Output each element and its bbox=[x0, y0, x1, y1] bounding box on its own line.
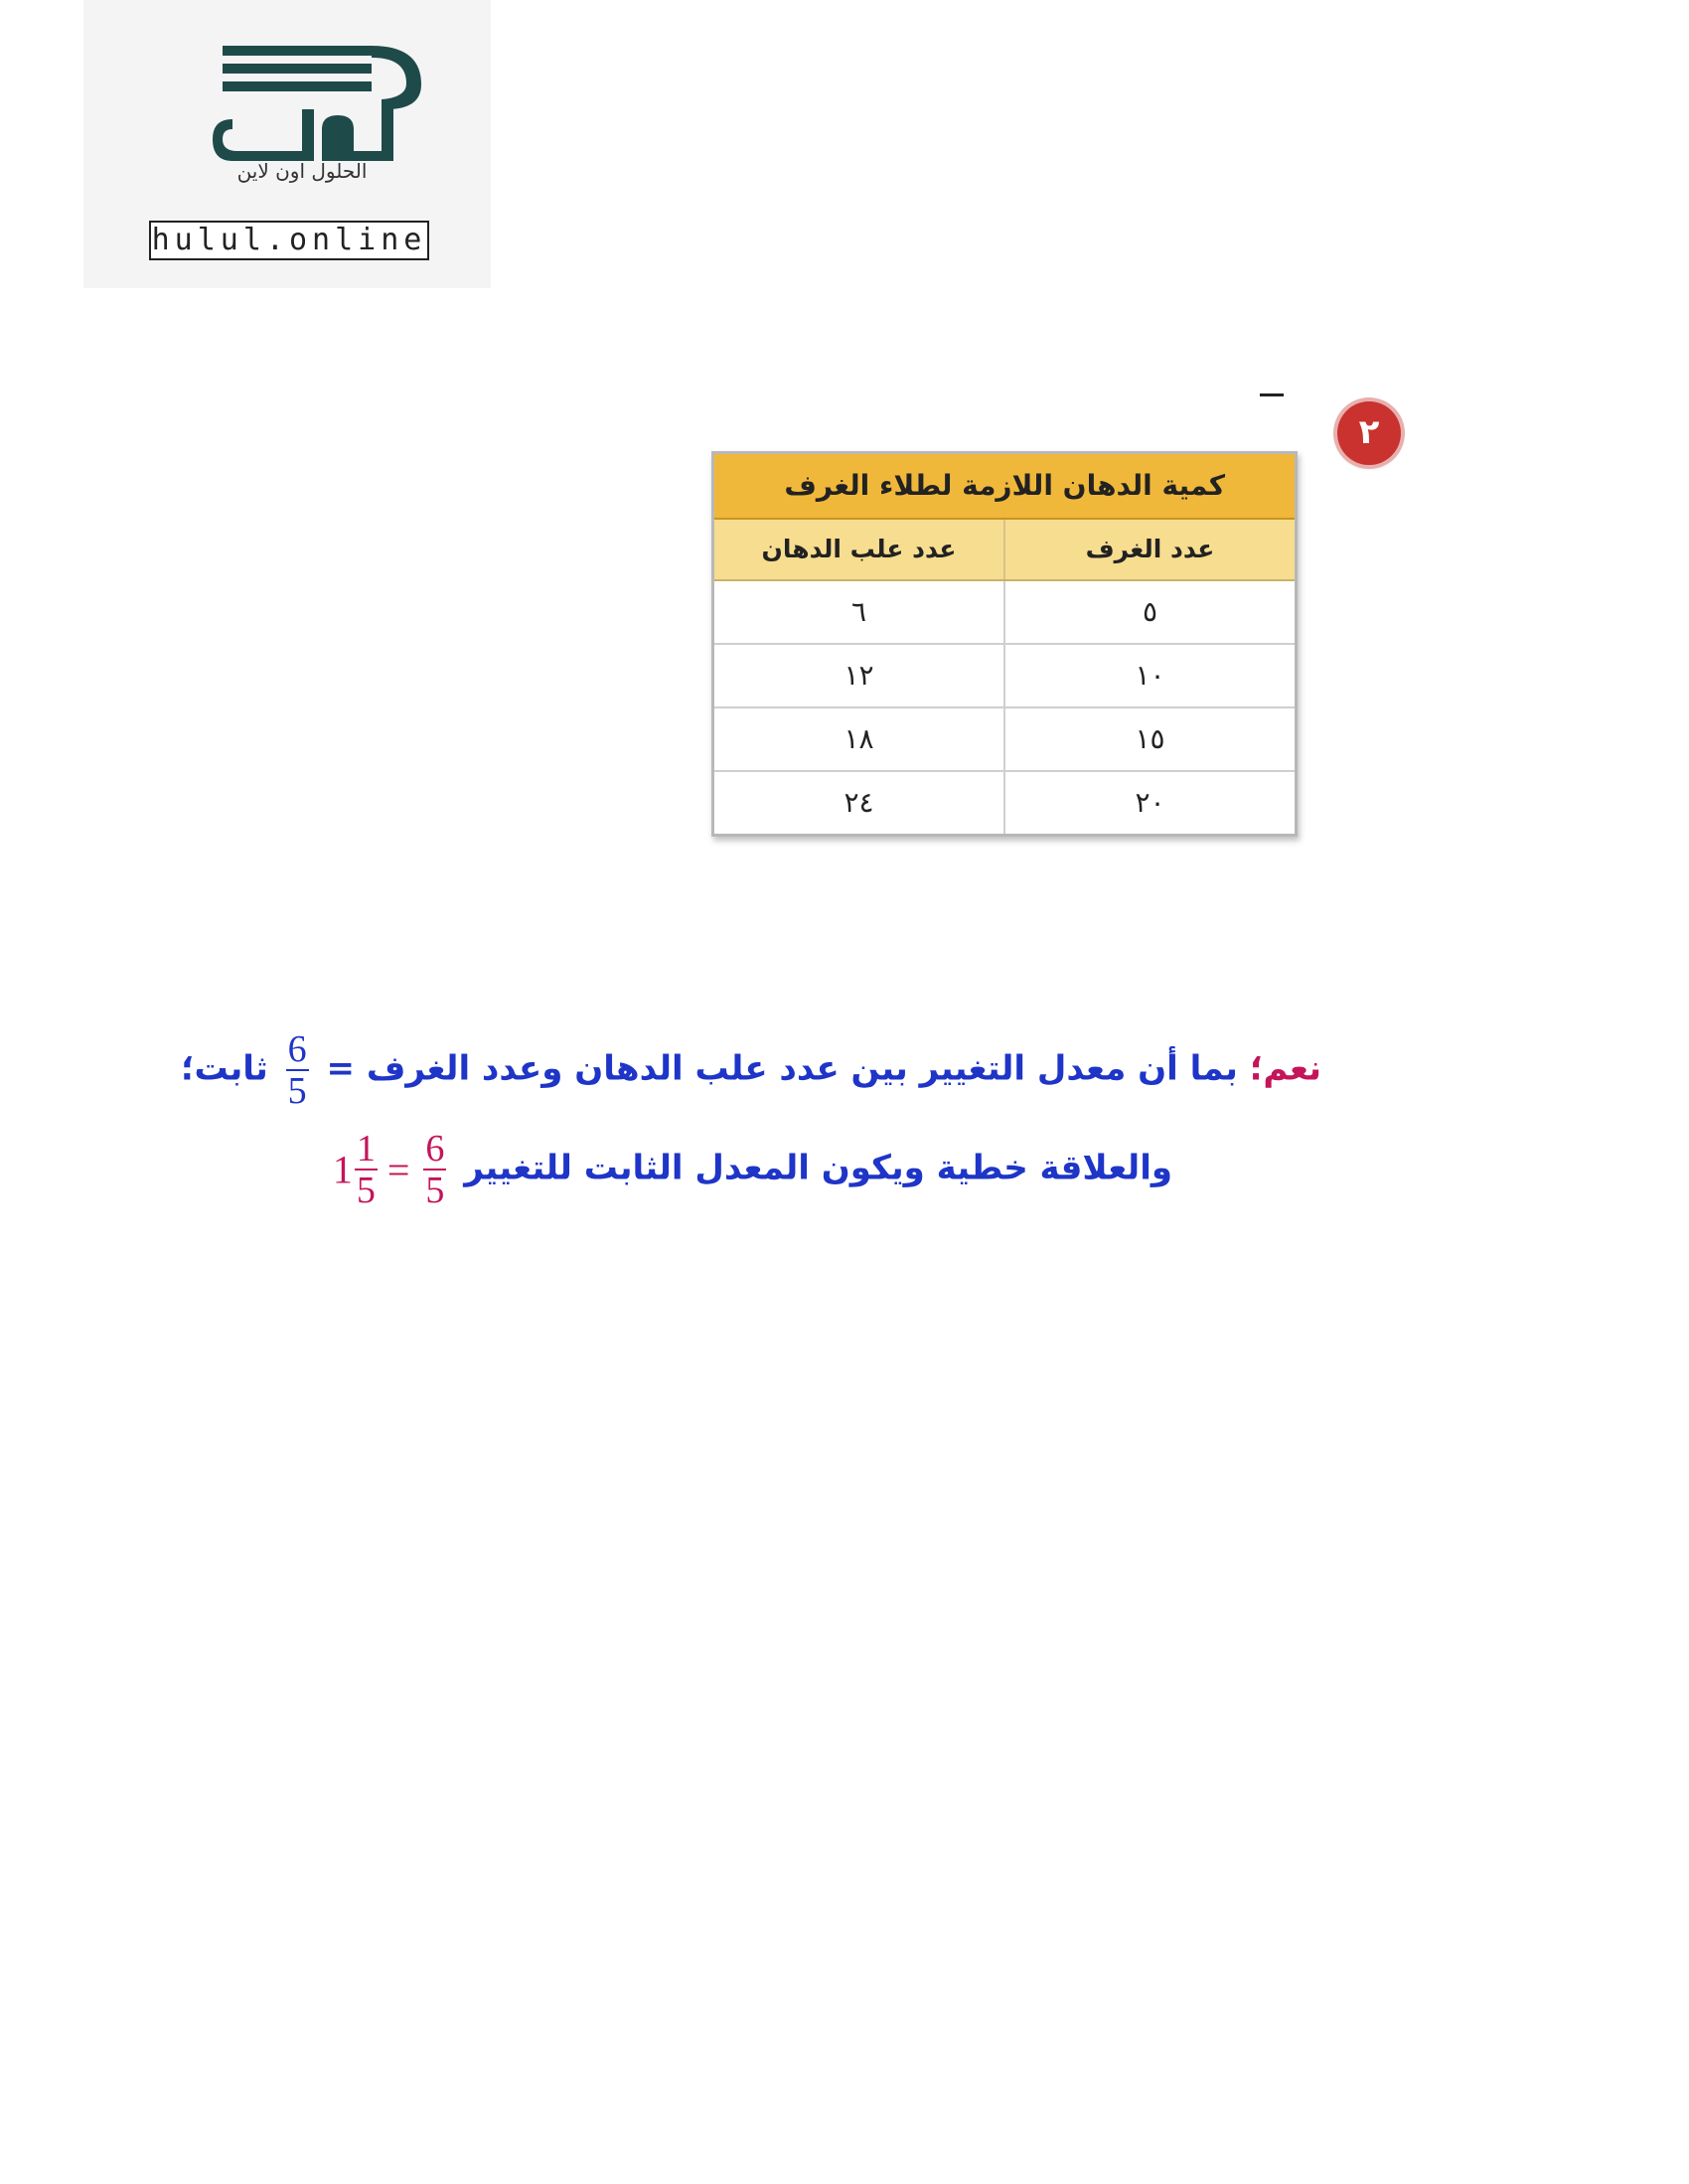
question-number-badge: ٢ bbox=[1337, 401, 1401, 465]
cell-cans: ٢٤ bbox=[844, 786, 874, 819]
dash-mark bbox=[1260, 393, 1284, 396]
table-row bbox=[714, 772, 1295, 834]
answer-line2-text: والعلاقة خطية ويكون المعدل الثابت للتغيير bbox=[464, 1148, 1172, 1188]
table-row bbox=[714, 581, 1295, 645]
cell-cans: ١٢ bbox=[844, 659, 874, 692]
table-row bbox=[714, 645, 1295, 708]
fraction-six-fifths bbox=[286, 1029, 309, 1111]
fraction-denominator: 5 bbox=[287, 1070, 307, 1112]
mixed-numerator: 1 bbox=[356, 1128, 376, 1170]
logo-url: hulul.online bbox=[149, 221, 429, 260]
logo-tagline: الحلول اون لاين bbox=[236, 159, 368, 183]
mixed-denominator: 5 bbox=[356, 1170, 376, 1211]
rate-numerator: 6 bbox=[425, 1128, 445, 1170]
rate-denominator: 5 bbox=[425, 1170, 445, 1211]
table-header-row bbox=[714, 520, 1295, 581]
answer-line1-text: بما أن معدل التغيير بين عدد علب الدهان وعدد الغرف = bbox=[326, 1048, 1238, 1089]
table-row bbox=[714, 708, 1295, 772]
equals-sign: = bbox=[386, 1147, 410, 1192]
cell-rooms: ١٥ bbox=[1003, 708, 1295, 770]
fraction-numerator: 6 bbox=[287, 1028, 307, 1070]
answer-line-2 bbox=[333, 1129, 1172, 1210]
table-title: كمية الدهان اللازمة لطلاء الغرف bbox=[714, 454, 1295, 520]
mixed-fraction bbox=[355, 1129, 378, 1210]
answer-line-1 bbox=[181, 1029, 1321, 1111]
header-paint-cans: عدد علب الدهان bbox=[761, 535, 957, 563]
rate-fraction bbox=[423, 1129, 446, 1210]
brand-logo bbox=[83, 0, 491, 288]
cell-cans: ٦ bbox=[850, 595, 867, 628]
cell-cans: ١٨ bbox=[844, 722, 874, 755]
answer-line1-end: ثابت؛ bbox=[180, 1048, 268, 1089]
paint-table bbox=[711, 451, 1298, 837]
cell-rooms: ١٠ bbox=[1003, 645, 1295, 706]
hulul-logo-icon bbox=[183, 40, 421, 169]
header-rooms: عدد الغرف bbox=[1003, 520, 1295, 579]
cell-rooms: ٢٠ bbox=[1003, 772, 1295, 834]
rate-expression bbox=[333, 1129, 453, 1210]
answer-yes: نعم؛ bbox=[1249, 1048, 1321, 1089]
cell-rooms: ٥ bbox=[1003, 581, 1295, 643]
mixed-whole: 1 bbox=[332, 1147, 353, 1192]
